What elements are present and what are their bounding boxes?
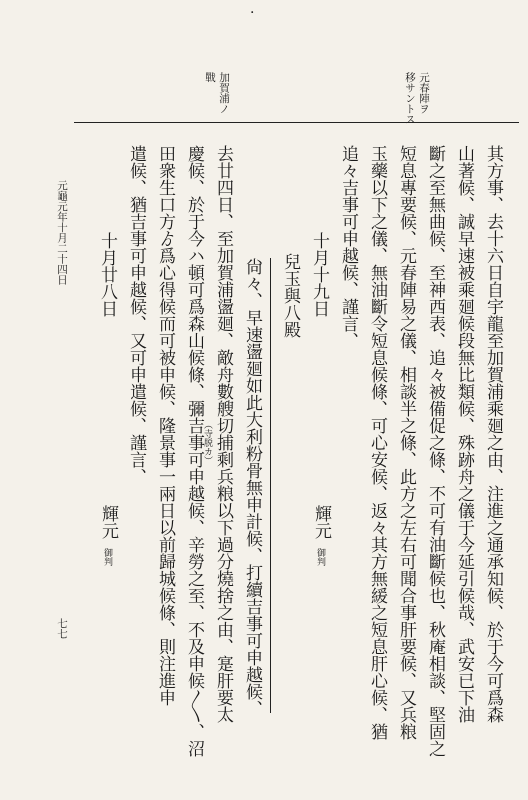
letter2-date: 十月廿八日 — [97, 232, 117, 317]
header-ornament: · — [250, 5, 255, 21]
letter2-postscript: 尙々、早速盪廻如此大利粉骨無申計候、打續吉事可申越候、 — [242, 258, 262, 717]
letter2-seal: 御判 — [102, 548, 112, 566]
margin-note-right-line-2: 移サントス — [404, 72, 416, 125]
letter1-line-5: 玉藥以下之儀、無油斷令短息候條、可心安候、返々其方無緩之短息肝心候、猶 — [367, 145, 387, 740]
letter1-line-1: 其方事、去十六日自宇龍至加賀浦乘廻之由、注進之通承知候、於于今可爲森 — [483, 145, 503, 723]
letter-divider — [270, 258, 271, 713]
letter2-line-1: 去廿四日、至加賀浦盪廻、敵舟數艘切捕剩兵粮以下過分燒捨之由、寔肝要太 — [213, 145, 233, 723]
letter1-line-3: 斷之至無曲候、至神西表、追々被備促之條、不可有油斷候也、秋庵相談、堅固之 — [425, 145, 445, 757]
letter1-date: 十月十九日 — [309, 232, 329, 317]
letter2-signature: 輝元 — [98, 505, 118, 539]
letter1-line-2: 山著候、誠早速被乘廻候段無比類候、殊跡舟之儀于今延引候哉、武安已下油 — [454, 145, 474, 723]
letter1-line-6: 追々吉事可申越候、謹言、 — [338, 145, 358, 349]
letter1-signature: 輝元 — [311, 505, 331, 539]
letter1-line-4: 短息專要候、元春陣易之儀、相談半之條、此方之左右可聞合事肝要候、又兵粮 — [396, 145, 416, 740]
page-number: 七七 — [56, 618, 68, 639]
margin-note-left-line-1: 加賀浦ノ — [218, 72, 230, 114]
letter1-addressee: 兒玉與八殿 — [280, 253, 300, 338]
letter2-line-4: 遣候、猶吉事可申越候、又可申遣候、謹言、 — [126, 145, 146, 485]
header-rule — [74, 122, 519, 123]
era-date: 元龜元年十月二十四日 — [56, 180, 68, 285]
letter2-interlinear-note: （寺脱カ） — [202, 420, 212, 465]
letter1-seal: 御判 — [315, 548, 325, 566]
letter2-line-2: 慶候、於于今ハ頓可爲森山候條、彌吉事可申越候、辛勞之至、不及申候〱、沼 — [184, 145, 204, 757]
letter2-line-3: 田衆生口方ゟ爲心得候而可被申候、隆景事一兩日以前歸城候條、則注進申 — [155, 145, 175, 706]
margin-note-left-line-2: 戰 — [204, 72, 216, 83]
margin-note-right-line-1: 元春陣ヲ — [418, 72, 430, 114]
